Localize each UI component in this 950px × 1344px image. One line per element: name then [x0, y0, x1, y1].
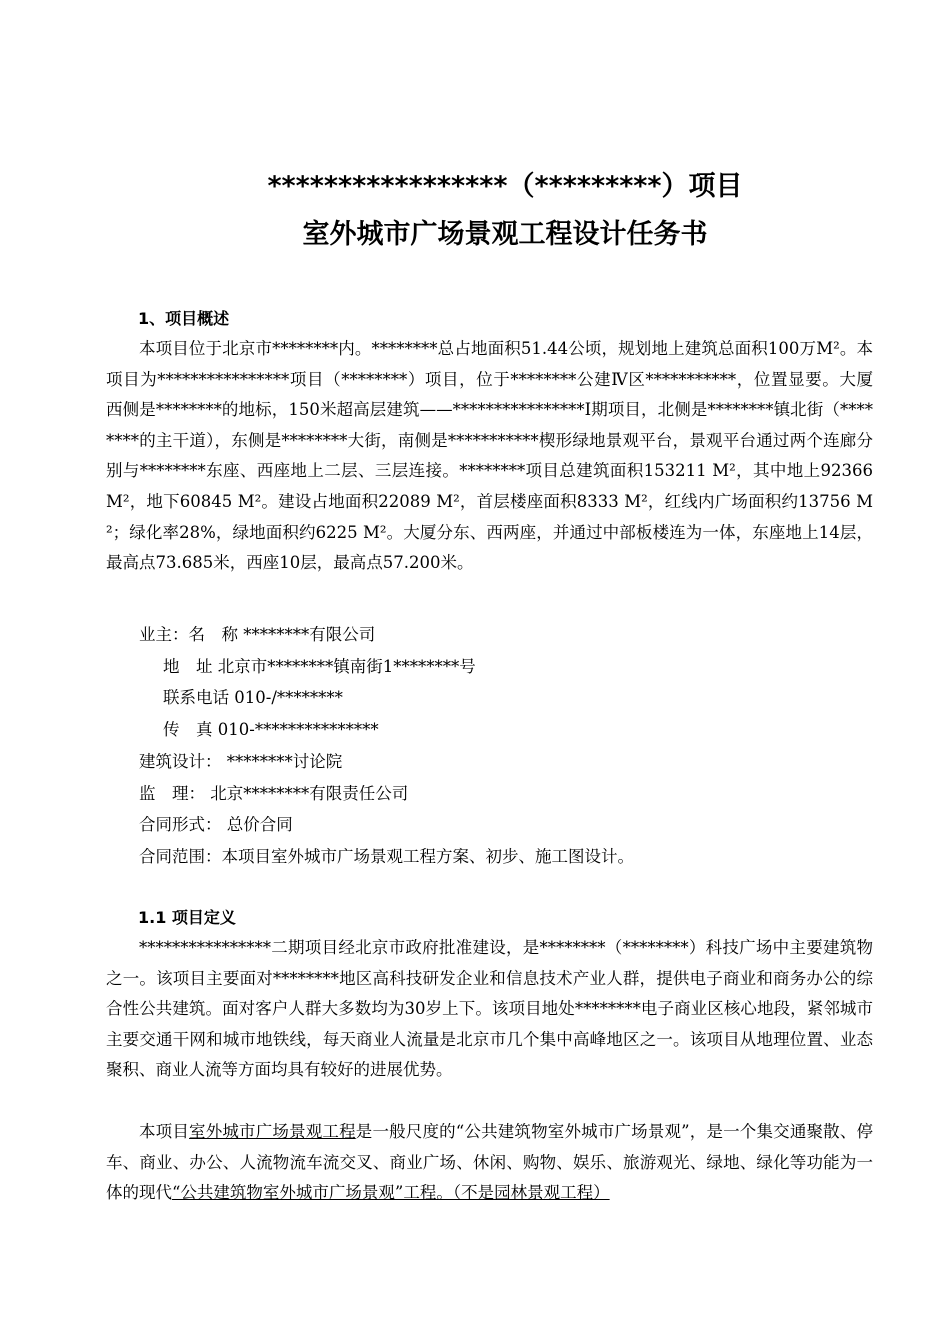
contract-form: 合同形式： 总价合同: [139, 815, 293, 834]
architectural-design: 建筑设计： ********讨论院: [139, 752, 343, 771]
owner-name: 业主：名 称 ********有限公司: [139, 625, 376, 644]
owner-fax: 传 真 010-***************: [163, 720, 379, 739]
paragraph2-prefix: 本项目: [139, 1122, 190, 1141]
overview-paragraph: 本项目位于北京市********内。********总占地面积51.44公顷，规划地上建筑总面积100万M²。本项目为****************项目（********）项目，位于********公建Ⅳ区***********，位置显要。大厦西侧是********的地标，150米超高层建筑——****************I期项目，北侧是********镇北街（********的主干道），东侧是********大街，南侧是***********楔形绿地景观平台，景观平台通过两个连廊分别与********东座、西座地上二层、三层连接。********项目总建筑面积153211 M²，其中地上92366 M²，地下60845 M²。建设占地面积22089 M²，首层楼座面积8333 M²，红线内广场面积约13756 M²；绿化率28%，绿地面积约6225 M²。大厦分东、西两座，并通过中部板楼连为一体，东座地上14层，最高点73.685米，西座10层，最高点57.200米。: [106, 339, 873, 573]
section-heading-definition: 1.1 项目定义: [138, 908, 236, 927]
definition-paragraph-2: [106, 1117, 873, 1209]
paragraph2-underlined-term: 室外城市广场景观工程: [189, 1122, 356, 1141]
definition-paragraph-1: ****************二期项目经北京市政府批准建设，是********（********）科技广场中主要建筑物之一。该项目主要面对********地区高科技研发企业和信息技术产业人群，提供电子商业和商务办公的综合性公共建筑。面对客户人群大多数均为30岁上下。该项目地处********电子商业区核心地段，紧邻城市主要交通干网和城市地铁线，每天商业人流量是北京市几个集中高峰地区之一。该项目从地理位置、业态聚积、商业人流等方面均具有较好的进展优势。: [106, 938, 873, 1080]
document-title-line2: 室外城市广场景观工程设计任务书: [302, 219, 708, 250]
owner-address: 地 址 北京市********镇南街1********号: [163, 657, 476, 676]
owner-phone: 联系电话 010-/********: [163, 688, 343, 707]
contract-scope: 合同范围：本项目室外城市广场景观工程方案、初步、施工图设计。: [139, 847, 634, 866]
section-heading-overview: 1、项目概述: [138, 309, 230, 328]
paragraph2-middle: 是一般尺度的“公共建筑物室外城市广场景观”，是一个集交通聚散、停车、商业、办公、人流物流车流交叉、商业广场、休闲、购物、娱乐、旅游观光、绿地、绿化等功能为一体的现代: [106, 1122, 874, 1203]
document-title-line1: *****************（*********）项目: [267, 171, 743, 202]
paragraph2-underlined-end: “公共建筑物室外城市广场景观”工程。（不是园林景观工程）: [172, 1183, 610, 1203]
supervision: 监 理： 北京********有限责任公司: [139, 784, 409, 803]
